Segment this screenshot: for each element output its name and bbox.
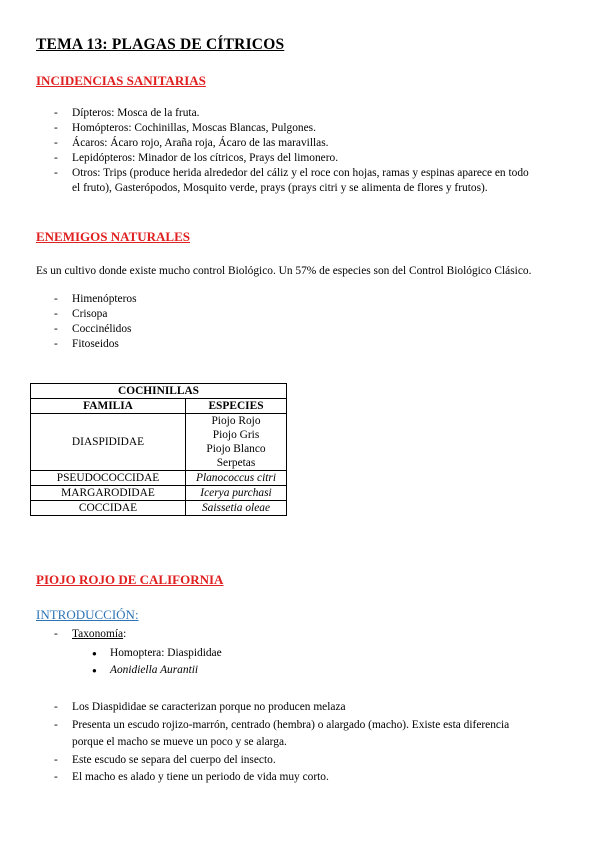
list-item: - Lepidópteros: Minador de los cítricos, Prays del limonero. (54, 151, 534, 166)
species-name: Serpetas (216, 457, 256, 469)
list-item: - Crisopa (54, 307, 354, 322)
table-row (31, 501, 287, 516)
taxonomia-bullets (92, 645, 222, 679)
list-item: - Dípteros: Mosca de la fruta. (54, 106, 534, 121)
list-item: - Homópteros: Cochinillas, Moscas Blancas, Pulgones. (54, 121, 534, 136)
species-name: Piojo Blanco (206, 443, 266, 455)
table-title: COCHINILLAS (31, 384, 287, 399)
section-heading-enemigos: ENEMIGOS NATURALES (36, 229, 190, 244)
subsection-heading-introduccion: INTRODUCCIÓN: (36, 607, 139, 622)
page-title: TEMA 13: PLAGAS DE CÍTRICOS (36, 36, 285, 53)
list-item: - Este escudo se separa del cuerpo del insecto. (54, 752, 524, 770)
list-item: ● Aonidiella Aurantii (92, 662, 222, 679)
table-cell-familia: PSEUDOCOCCIDAE (31, 471, 186, 486)
list-item: - Otros: Trips (produce herida alrededor del cáliz y el roce con hojas, ramas y espinas aparece en todo el fruto), Gasterópodos, Mosquito verde, prays (prays citri y se alimenta de flores y frutos). (54, 166, 534, 196)
list-item: - Fitoseidos (54, 337, 354, 352)
list-item: ● Homoptera: Diaspididae (92, 645, 222, 662)
species-name: Piojo Gris (212, 429, 260, 441)
list-item: - Coccinélidos (54, 322, 354, 337)
piojo-list (54, 699, 524, 787)
table-header-row (31, 399, 287, 414)
column-header-especies: ESPECIES (186, 399, 287, 414)
species-name: Piojo Rojo (211, 415, 261, 427)
enemigos-intro: Es un cultivo donde existe mucho control Biológico. Un 57% de especies son del Control Biológico Clásico. (36, 265, 532, 277)
table-row (31, 414, 287, 471)
table-cell-familia: MARGARODIDAE (31, 486, 186, 501)
column-header-familia: FAMILIA (31, 399, 186, 414)
table-cell-especies: Saissetia oleae (186, 501, 287, 516)
list-item (54, 627, 354, 642)
taxonomia-colon: : (123, 628, 127, 640)
list-item: - Presenta un escudo rojizo-marrón, centrado (hembra) o alargado (macho). Existe esta diferencia porque el macho se mueve un poco y se alarga. (54, 717, 524, 752)
taxonomia-label: Taxonomía (72, 628, 124, 640)
list-item: - Ácaros: Ácaro rojo, Araña roja, Ácaro de las maravillas. (54, 136, 534, 151)
section-heading-incidencias: INCIDENCIAS SANITARIAS (36, 73, 206, 88)
table-cell-familia: COCCIDAE (31, 501, 186, 516)
table-title-row (31, 384, 287, 399)
table-row (31, 486, 287, 501)
table-cell-especies: Planococcus citri (186, 471, 287, 486)
list-item: - Los Diaspididae se caracterizan porque no producen melaza (54, 699, 524, 717)
section-heading-piojo-rojo: PIOJO ROJO DE CALIFORNIA (36, 572, 224, 587)
cochinillas-table (30, 383, 287, 516)
list-item: - Himenópteros (54, 292, 354, 307)
table-cell-especies (186, 414, 287, 471)
taxonomia-list (54, 627, 354, 642)
incidencias-list (54, 106, 534, 196)
table-cell-familia: DIASPIDIDAE (31, 414, 186, 471)
table-row (31, 471, 287, 486)
list-item: - El macho es alado y tiene un periodo de vida muy corto. (54, 769, 524, 787)
enemigos-list (54, 292, 354, 352)
table-cell-especies: Icerya purchasi (186, 486, 287, 501)
